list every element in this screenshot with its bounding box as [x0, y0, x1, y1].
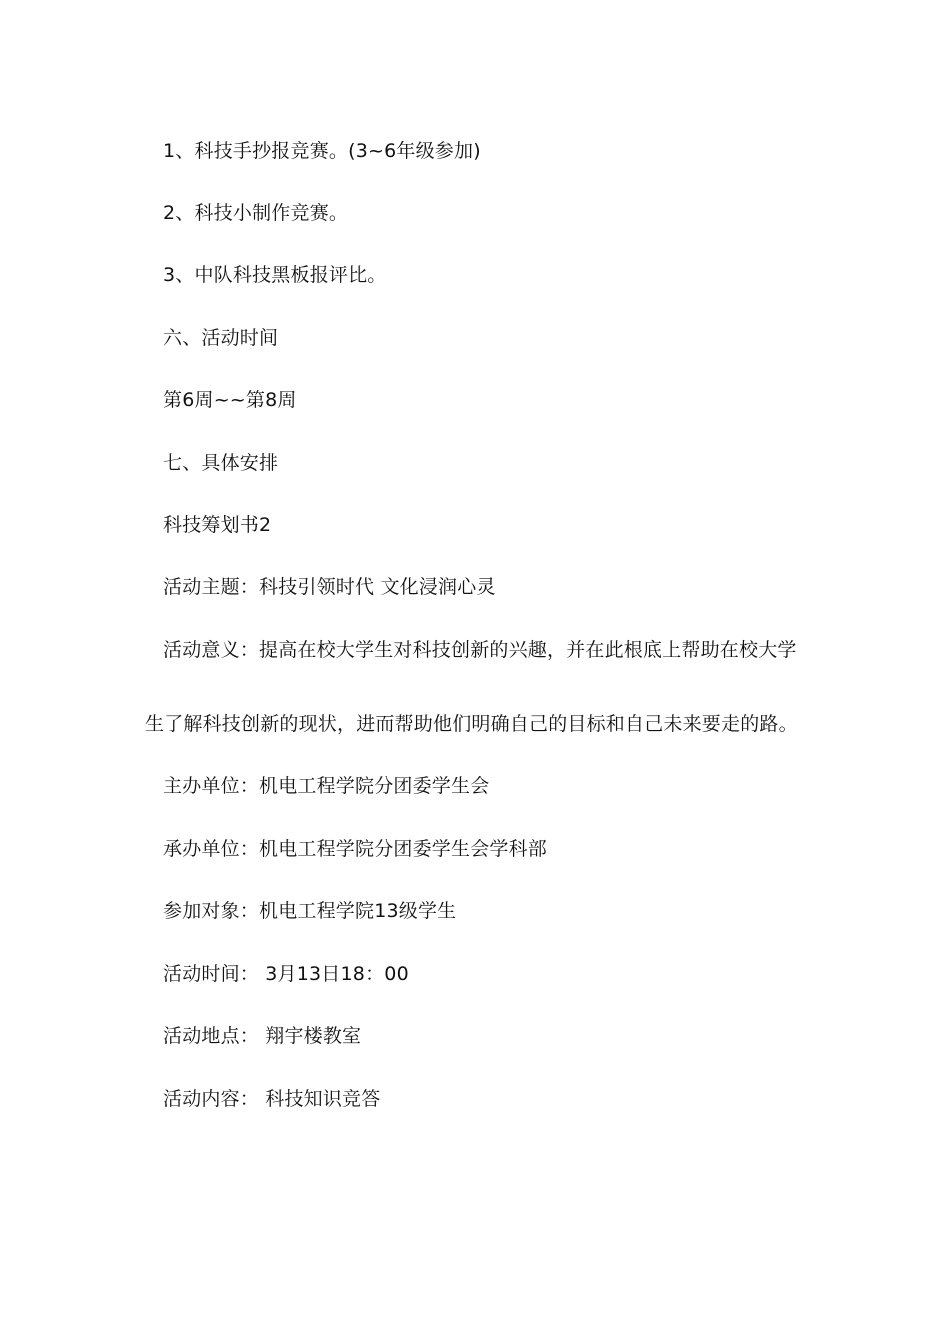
- organizer: 主办单位：机电工程学院分团委学生会: [163, 775, 490, 797]
- activity-datetime: 活动时间： 3月13日18：00: [163, 963, 409, 985]
- activity-theme: 活动主题：科技引领时代 文化浸润心灵: [163, 576, 496, 598]
- section-heading-activity-time: 六、活动时间: [163, 327, 279, 349]
- list-item-competition-3: 3、中队科技黑板报评比。: [163, 264, 387, 286]
- list-item-competition-2: 2、科技小制作竞赛。: [163, 202, 349, 224]
- participants: 参加对象：机电工程学院13级学生: [163, 900, 457, 922]
- activity-weeks: 第6周~~第8周: [163, 389, 297, 411]
- section-heading-arrangement: 七、具体安排: [163, 452, 279, 474]
- co-organizer: 承办单位：机电工程学院分团委学生会学科部: [163, 838, 548, 860]
- list-item-competition-1: 1、科技手抄报竞赛。(3~6年级参加): [163, 140, 481, 162]
- plan-title: 科技筹划书2: [163, 514, 272, 536]
- activity-significance: 活动意义：提高在校大学生对科技创新的兴趣，并在此根底上帮助在校大学: [163, 639, 797, 661]
- activity-location: 活动地点： 翔宇楼教室: [163, 1025, 362, 1047]
- activity-significance-continued: 生了解科技创新的现状，进而帮助他们明确自己的目标和自己未来要走的路。: [145, 713, 798, 735]
- activity-content: 活动内容： 科技知识竞答: [163, 1088, 381, 1110]
